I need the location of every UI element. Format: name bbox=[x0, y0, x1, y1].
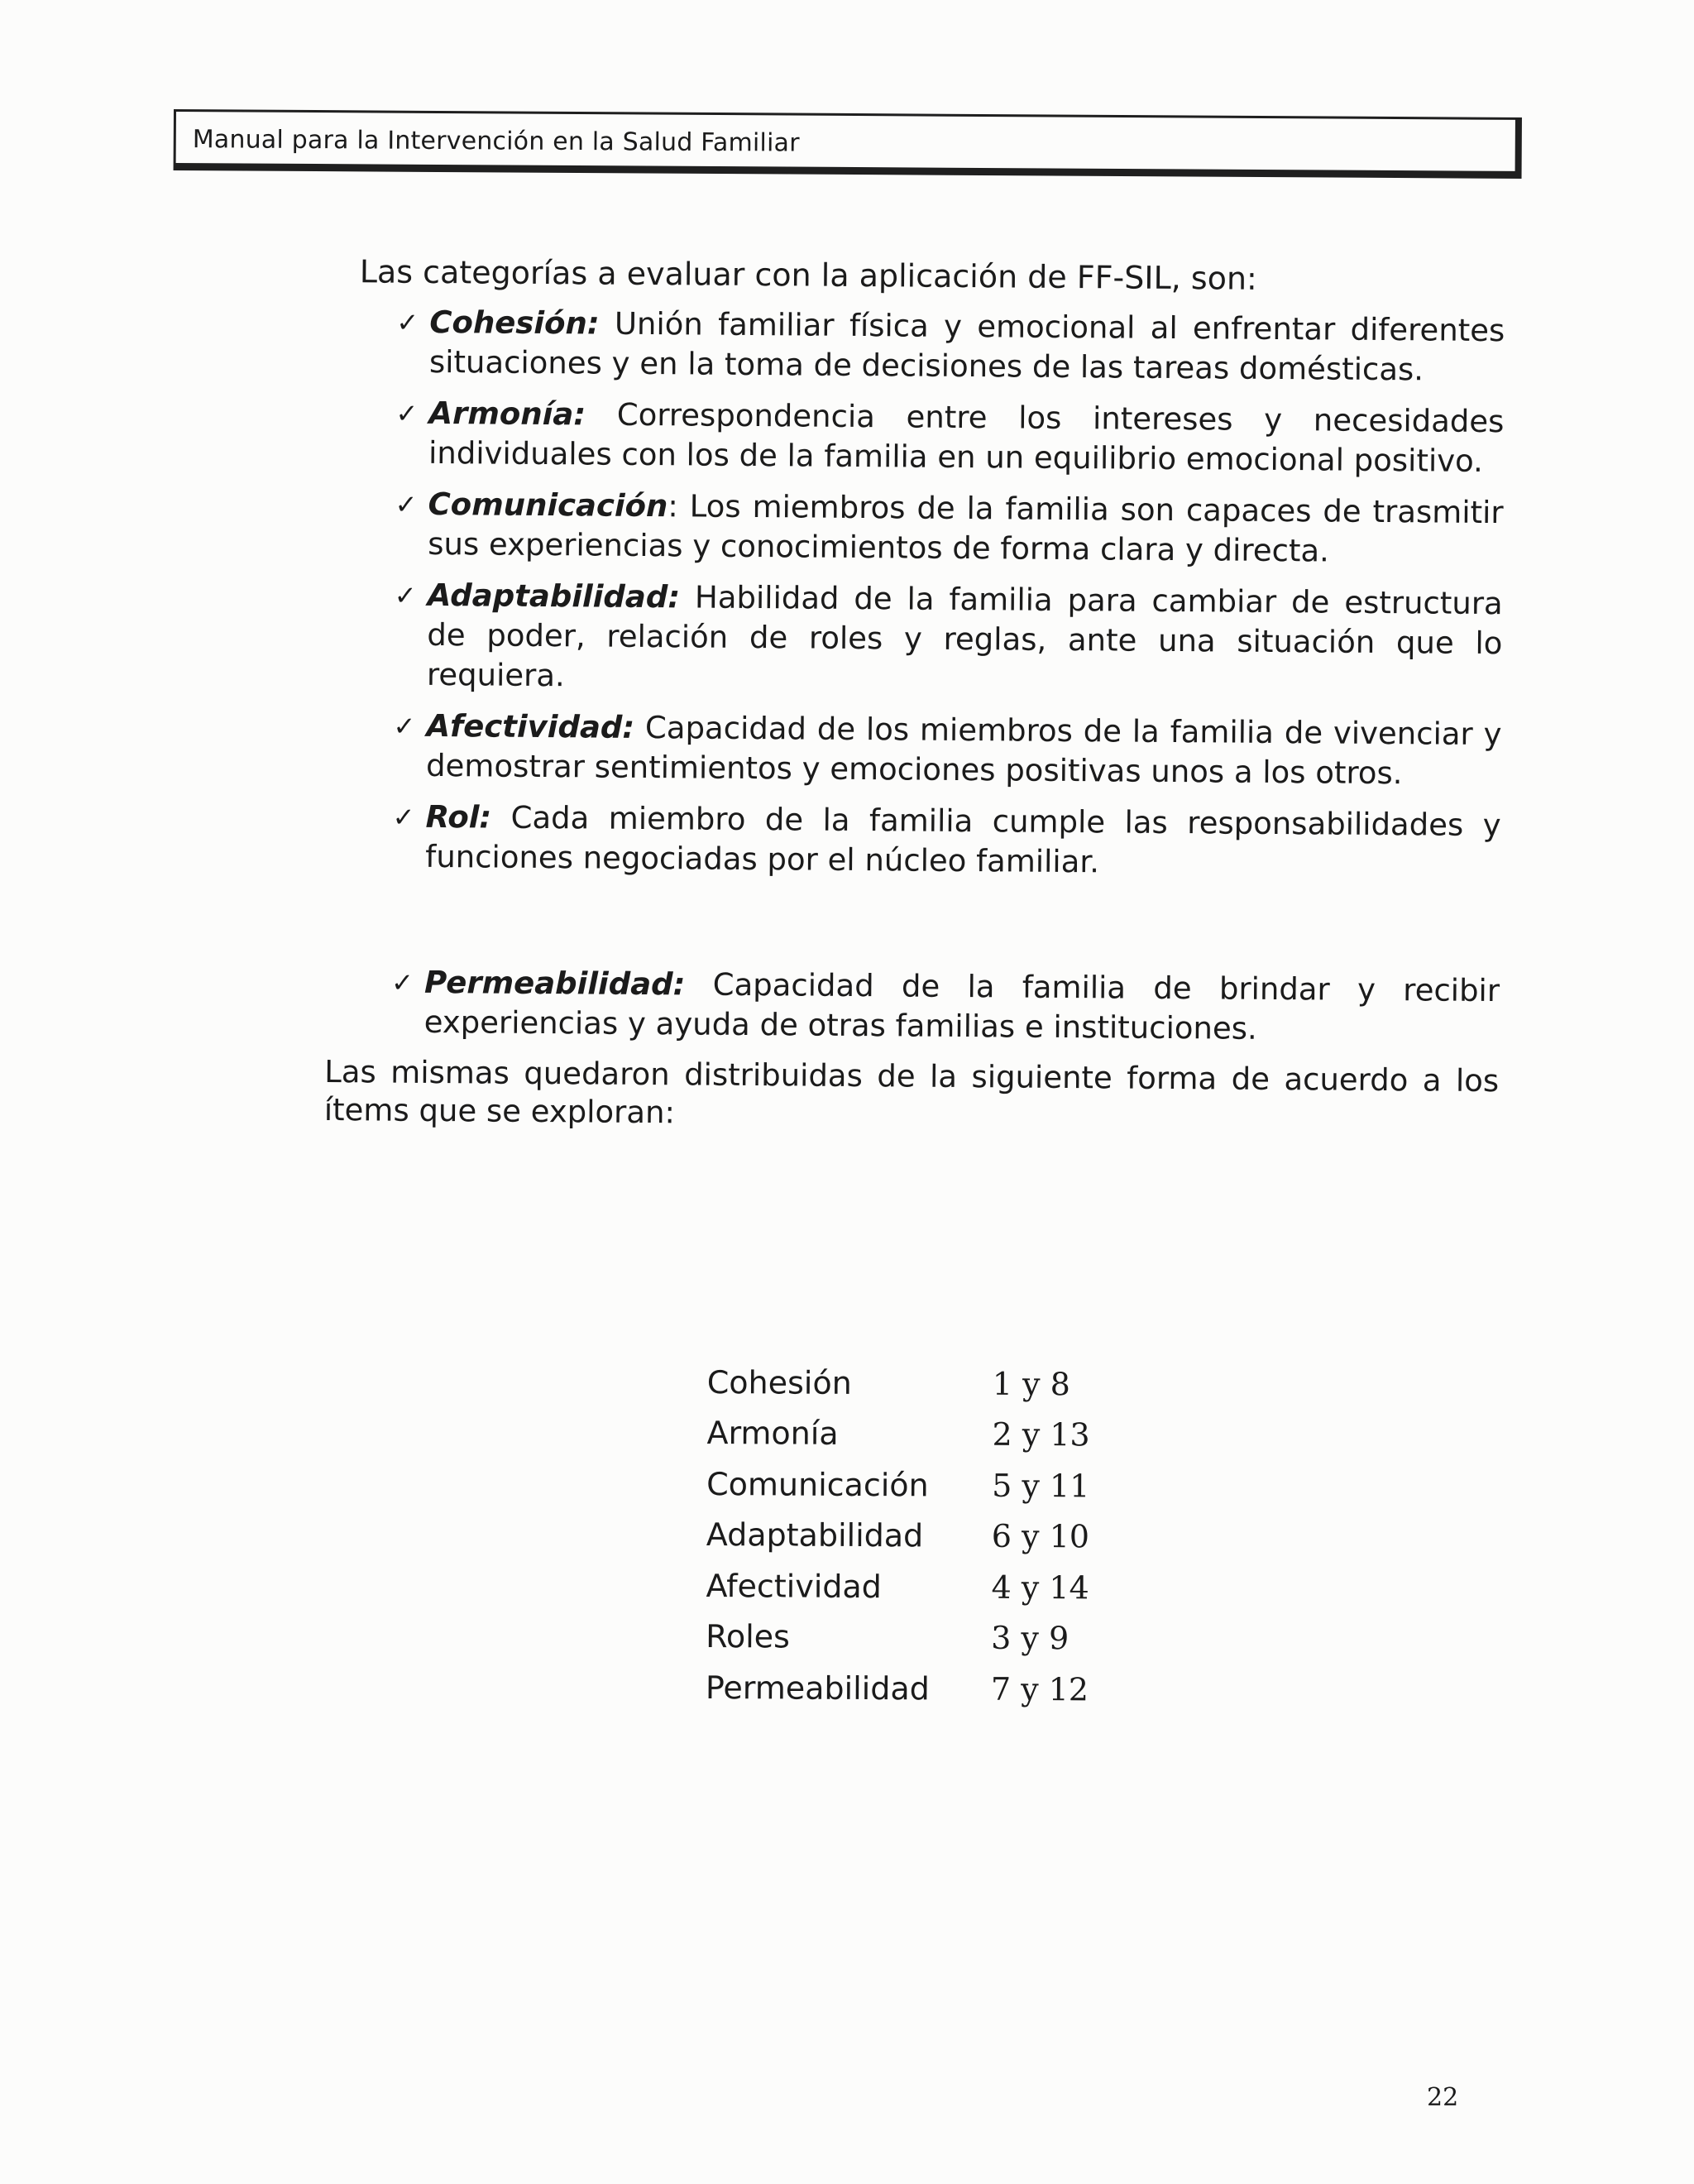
items-table-wrapper bbox=[706, 1357, 1090, 1715]
category-description: Habilidad de la familia para cambiar de estructura de poder, relación de roles y reglas, ante una situación que lo requiera. bbox=[426, 579, 1503, 694]
table-cell-category: Cohesión bbox=[706, 1363, 852, 1401]
table-cell-items: 5 y 11 bbox=[992, 1467, 1090, 1505]
table-cell-category: Adaptabilidad bbox=[706, 1516, 924, 1554]
category-description: : Los miembros de la familia son capaces de trasmitir sus experiencias y conocimientos de forma clara y directa. bbox=[428, 488, 1504, 569]
table-cell-category: Armonía bbox=[706, 1415, 839, 1453]
table-cell-items: 7 y 12 bbox=[990, 1670, 1089, 1708]
category-term: Afectividad: bbox=[426, 707, 635, 745]
category-description: Correspondencia entre los intereses y necesidades individuales con los de la familia en un equilibrio emocional positivo. bbox=[428, 396, 1505, 479]
page-number: 22 bbox=[1427, 2083, 1459, 2112]
check-icon: ✓ bbox=[395, 397, 419, 429]
table-cell-category: Comunicación bbox=[706, 1465, 929, 1504]
category-term: Rol: bbox=[425, 798, 492, 836]
category-term: Comunicación bbox=[428, 486, 668, 524]
distribution-paragraph: Las mismas quedaron distribuidas de la siguiente forma de acuerdo a los ítems que se exploran: bbox=[323, 1053, 1500, 1131]
table-row bbox=[706, 1560, 1089, 1613]
category-item-afectividad bbox=[327, 706, 1502, 794]
category-description: Unión familiar física y emocional al enfrentar diferentes situaciones y en la toma de decisiones de las tareas domésticas. bbox=[428, 305, 1505, 388]
table-cell-category: Afectividad bbox=[706, 1567, 882, 1605]
intro-paragraph: Las categorías a evaluar con la aplicación de FF-SIL, son: bbox=[359, 253, 1258, 297]
table-cell-items: 3 y 9 bbox=[991, 1620, 1070, 1657]
items-table bbox=[706, 1357, 1090, 1715]
table-row bbox=[706, 1662, 1089, 1715]
running-header bbox=[174, 109, 1522, 179]
category-item-armonia bbox=[329, 393, 1505, 481]
check-icon: ✓ bbox=[392, 801, 415, 833]
table-row bbox=[707, 1357, 1090, 1410]
page-content bbox=[324, 252, 1505, 1147]
category-item-comunicacion bbox=[328, 484, 1504, 572]
category-item-permeabilidad bbox=[325, 962, 1500, 1051]
category-term: Cohesión: bbox=[429, 304, 600, 342]
table-cell-items: 6 y 10 bbox=[991, 1518, 1090, 1555]
table-cell-items: 2 y 13 bbox=[992, 1416, 1090, 1454]
category-term: Permeabilidad: bbox=[424, 964, 686, 1003]
category-description: Cada miembro de la familia cumple las responsabilidades y funciones negociadas por el núcleo familiar. bbox=[425, 799, 1501, 880]
category-term: Adaptabilidad: bbox=[427, 577, 681, 615]
category-item-rol bbox=[326, 797, 1501, 885]
category-item-cohesion bbox=[330, 302, 1505, 390]
header-title: Manual para la Intervención en la Salud Familiar bbox=[192, 125, 800, 158]
category-item-adaptabilidad bbox=[328, 575, 1503, 703]
category-list bbox=[325, 302, 1505, 1051]
check-icon: ✓ bbox=[396, 306, 419, 338]
category-description: Capacidad de los miembros de la familia de vivenciar y demostrar sentimientos y emociones positivas unos a los otros. bbox=[425, 709, 1502, 792]
category-term: Armonía: bbox=[428, 395, 586, 433]
check-icon: ✓ bbox=[394, 579, 417, 611]
table-cell-category: Permeabilidad bbox=[705, 1669, 930, 1707]
check-icon: ✓ bbox=[390, 966, 414, 999]
table-row bbox=[706, 1458, 1089, 1511]
table-row bbox=[706, 1611, 1089, 1664]
category-description: Capacidad de la familia de brindar y recibir experiencias y ayuda de otras familias e instituciones. bbox=[424, 966, 1500, 1046]
table-cell-items: 1 y 8 bbox=[992, 1365, 1070, 1403]
table-row bbox=[706, 1407, 1089, 1460]
table-row bbox=[706, 1509, 1089, 1562]
check-icon: ✓ bbox=[395, 488, 418, 520]
check-icon: ✓ bbox=[393, 710, 416, 742]
table-cell-items: 4 y 14 bbox=[991, 1569, 1089, 1607]
table-cell-category: Roles bbox=[706, 1618, 791, 1655]
